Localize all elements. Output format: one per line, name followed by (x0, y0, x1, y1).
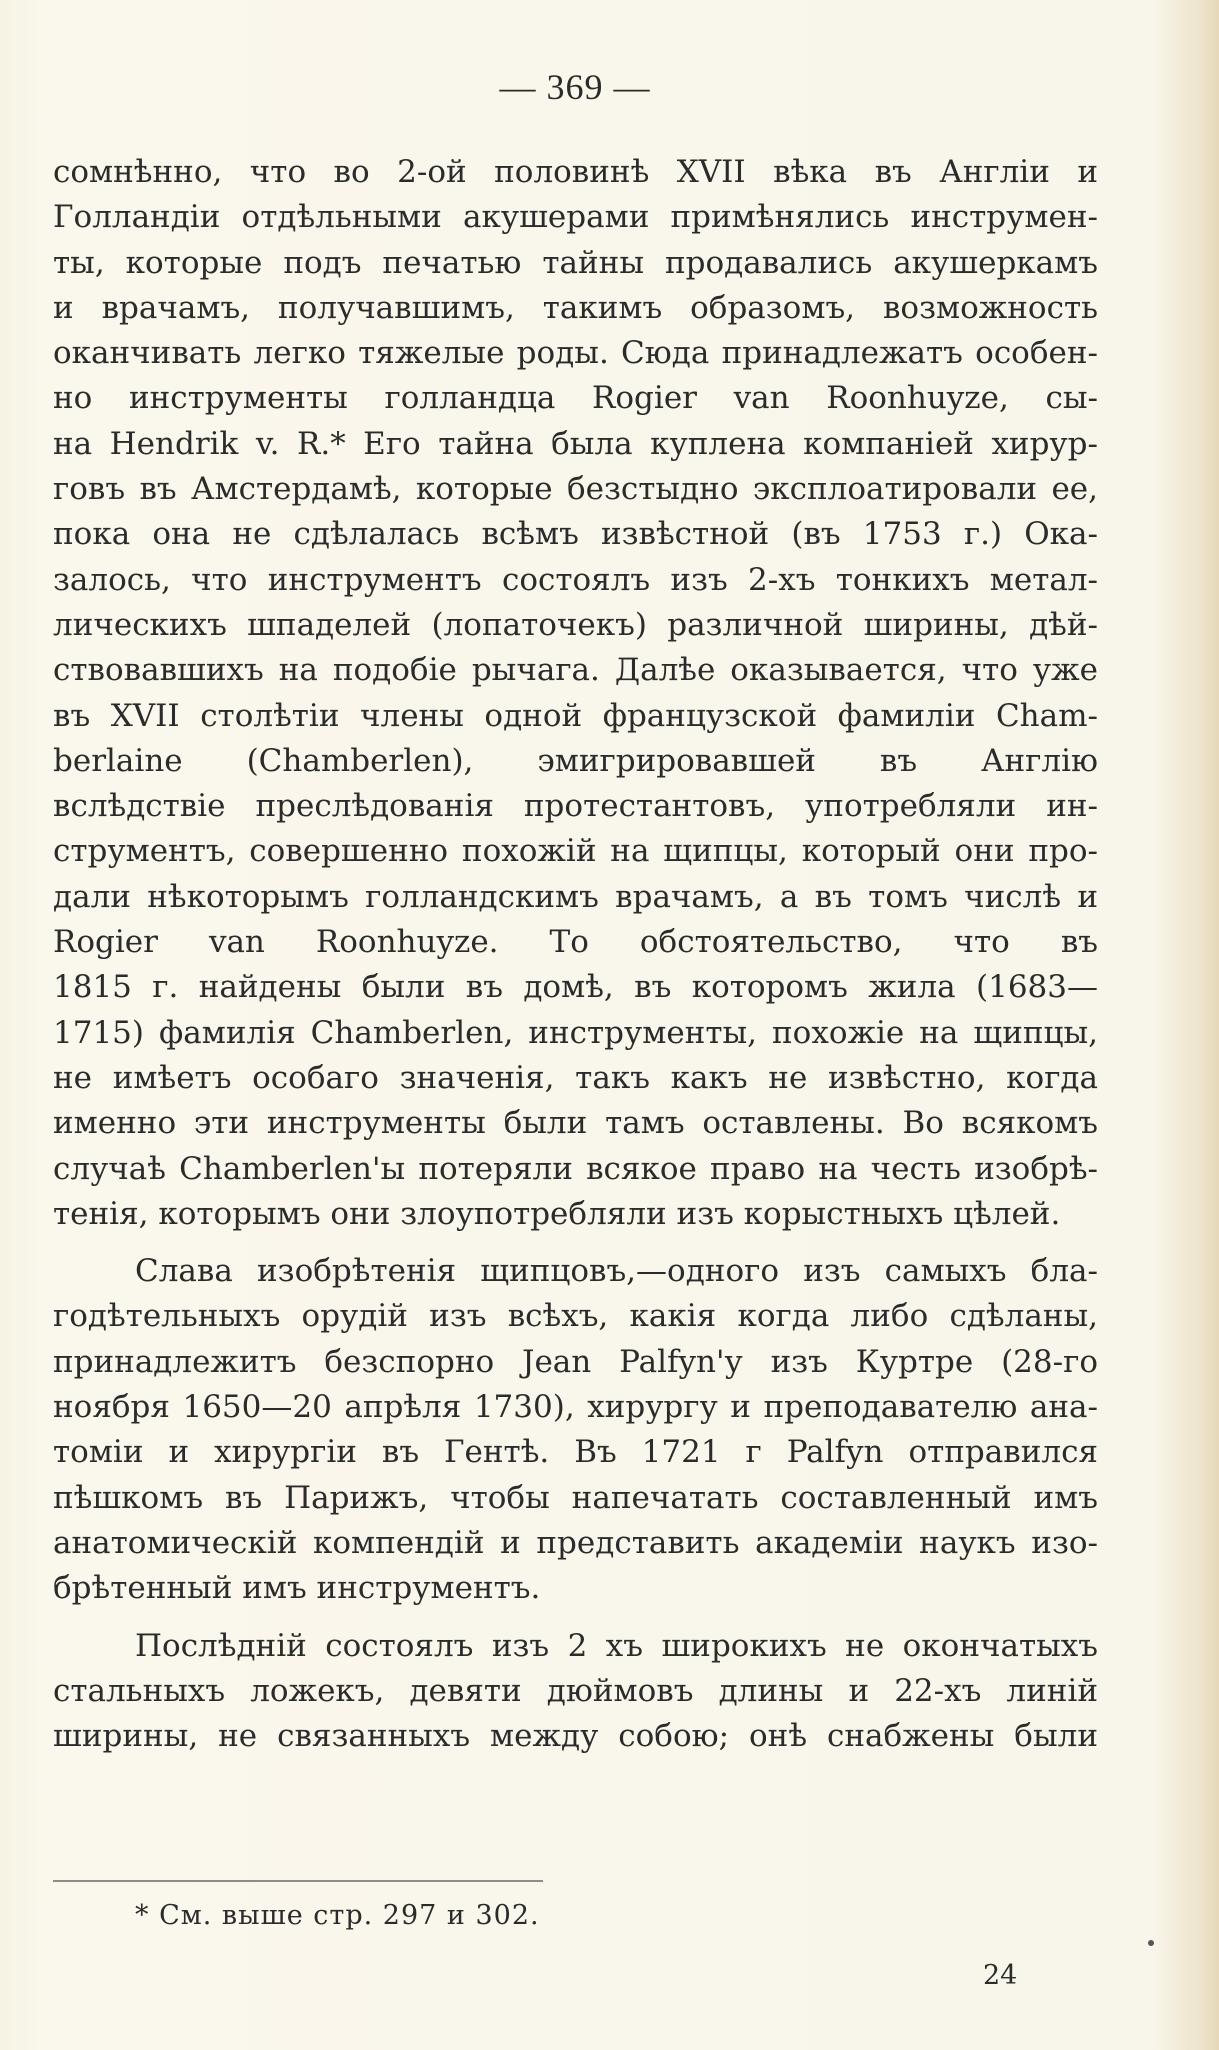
text-line: и врачамъ, получавшимъ, такимъ образомъ, возможность (53, 289, 1098, 326)
text-line: ты, которые подъ печатью тайны продавались акушеркамъ (53, 244, 1098, 281)
text-line: ствовавшихъ на подобіе рычага. Далѣе оказывается, что уже (53, 652, 1098, 689)
text-line: но инструменты голландца Rogier van Roonhuyze, сы- (53, 380, 1098, 417)
text-line: на Hendrik v. R.* Его тайна была куплена компаніей хирур- (53, 425, 1098, 462)
paragraph (53, 1249, 1098, 1611)
text-line: сомнѣнно, что во 2-ой половинѣ XVII вѣка въ Англіи и (53, 154, 1098, 190)
text-line: Слава изобрѣтенія щипцовъ,—одного изъ самыхъ бла- (135, 1253, 1098, 1290)
text-line: вслѣдствіе преслѣдованія протестантовъ, употребляли ин- (53, 788, 1098, 825)
text-line: Rogier van Roonhuyze. То обстоятельство, что въ (53, 924, 1098, 961)
paragraph (53, 1624, 1098, 1760)
page-number-header: — 369 — (499, 67, 651, 107)
text-line: 1715) фамилія Chamberlen, инструменты, похожіе на щипцы, (53, 1014, 1098, 1051)
text-line: залось, что инструментъ состоялъ изъ 2-хъ тонкихъ метал- (53, 561, 1098, 598)
text-line: тенія, которымъ они злоупотребляли изъ корыстныхъ цѣлей. (53, 1195, 1061, 1232)
text-line: говъ въ Амстердамѣ, которые безстыдно эксплоатировали ее, (53, 471, 1098, 508)
footnote-separator (53, 1880, 543, 1882)
text-line: случаѣ Chamberlen'ы потеряли всякое право на честь изобрѣ- (53, 1150, 1098, 1187)
page-gutter-shadow (1157, 0, 1219, 2050)
text-line: струментъ, совершенно похожій на щипцы, который они про- (53, 833, 1098, 870)
text-line: пѣшкомъ въ Парижъ, чтобы напечатать составленный имъ (53, 1479, 1098, 1516)
text-line: дали нѣкоторымъ голландскимъ врачамъ, а въ томъ числѣ и (53, 878, 1098, 915)
text-line: пока она не сдѣлалась всѣмъ извѣстной (въ 1753 г.) Ока- (53, 516, 1098, 553)
text-line: принадлежитъ безспорно Jean Palfyn'у изъ Куртре (28-го (53, 1343, 1098, 1380)
printer-signature-mark: 24 (983, 1960, 1018, 1991)
text-line: ноября 1650—20 апрѣля 1730), хирургу и преподавателю ана- (53, 1389, 1098, 1426)
text-line: ширины, не связанныхъ между собою; онѣ снабжены были (53, 1718, 1098, 1755)
text-line: не имѣетъ особаго значенія, такъ какъ не извѣстно, когда (53, 1059, 1098, 1096)
body-text (53, 150, 1098, 1759)
text-line: брѣтенный имъ инструментъ. (53, 1570, 541, 1607)
ink-speck (1148, 1940, 1154, 1946)
text-line: томіи и хирургіи въ Гентѣ. Въ 1721 г Palfyn отправился (53, 1434, 1098, 1471)
text-line: Голландіи отдѣльными акушерами примѣнялись инструмен- (53, 199, 1098, 236)
paragraph (53, 150, 1098, 1237)
paragraph-gap (53, 1237, 1098, 1249)
text-line: 1815 г. найдены были въ домѣ, въ которомъ жила (1683— (53, 969, 1098, 1006)
text-line: Послѣдній состоялъ изъ 2 хъ широкихъ не окончатыхъ (135, 1627, 1098, 1664)
text-line: оканчивать легко тяжелые роды. Сюда принадлежатъ особен- (53, 335, 1098, 372)
paragraph-gap (53, 1612, 1098, 1624)
text-line: стальныхъ ложекъ, девяти дюймовъ длины и 22-хъ линій (53, 1672, 1098, 1709)
text-line: berlaine (Chamberlen), эмигрировавшей въ Англію (53, 742, 1098, 779)
footnote: * См. выше стр. 297 и 302. (135, 1900, 540, 1931)
text-line: именно эти инструменты были тамъ оставлены. Во всякомъ (53, 1105, 1098, 1142)
text-line: въ XVII столѣтіи члены одной французской фамиліи Cham- (53, 697, 1098, 734)
text-line: годѣтельныхъ орудій изъ всѣхъ, какія когда либо сдѣланы, (53, 1298, 1098, 1335)
text-line: анатомическій компендій и представить академіи наукъ изо- (53, 1524, 1098, 1561)
text-line: лическихъ шпаделей (лопаточекъ) различной ширины, дѣй- (53, 606, 1098, 643)
